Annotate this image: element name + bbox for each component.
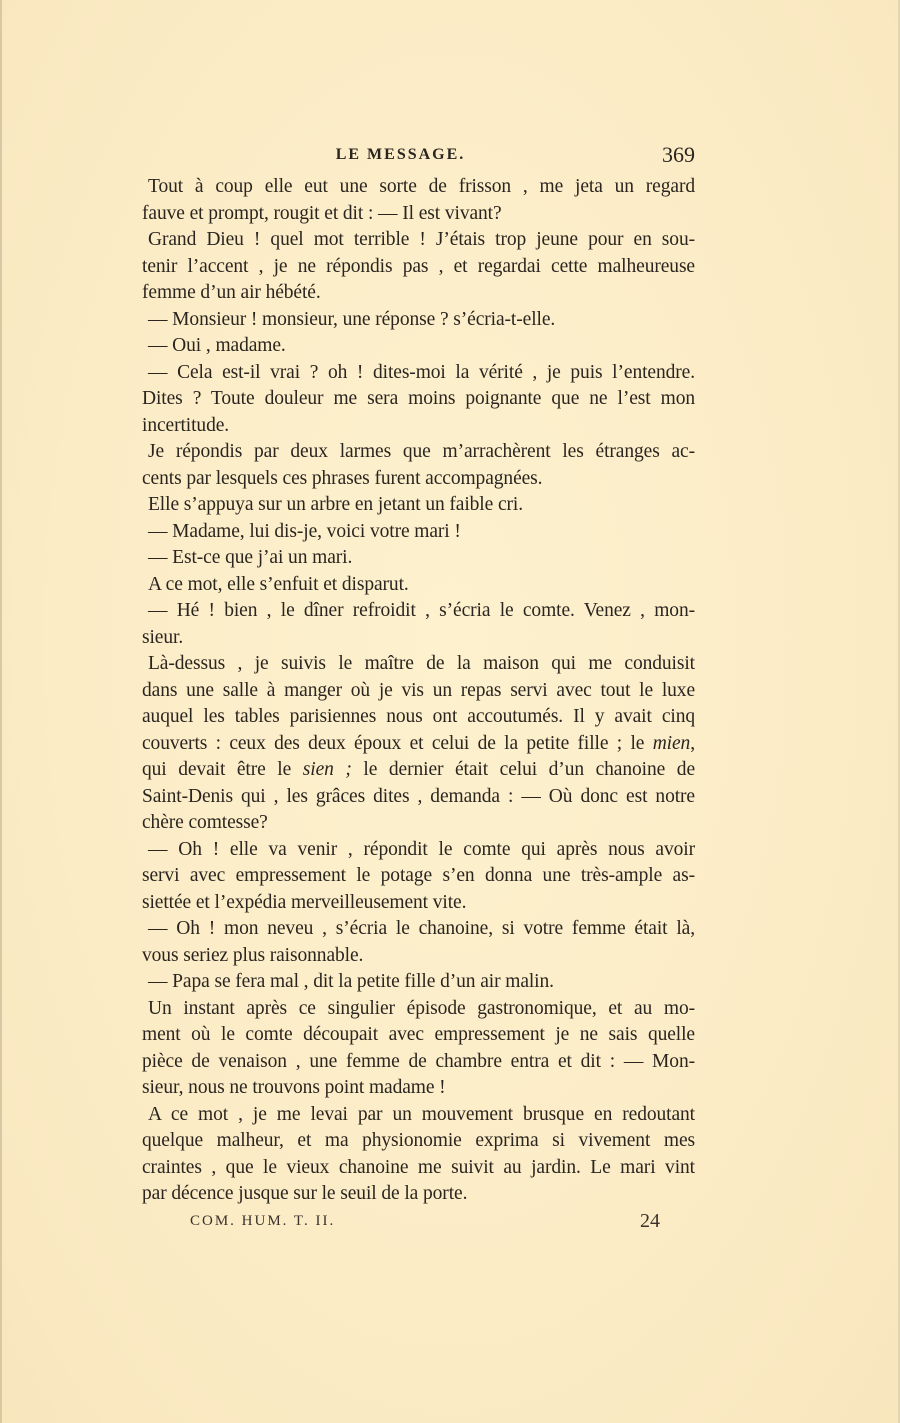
text-line: Je répondis par deux larmes que m’arrachèrent les étranges ac- (148, 441, 695, 462)
text-line: par décence jusque sur le seuil de la porte. (142, 1183, 468, 1204)
text-line: — Oh ! elle va venir , répondit le comte qui après nous avoir (148, 838, 695, 860)
text-line: — Madame, lui dis-je, voici votre mari ! (148, 520, 461, 542)
text-line: sieur, nous ne trouvons point madame ! (142, 1077, 446, 1098)
text-line: — Cela est-il vrai ? oh ! dites-moi la vérité , je puis l’entendre. (148, 361, 695, 383)
text-line (142, 731, 695, 758)
running-title: LE MESSAGE. (335, 146, 466, 163)
page-footer (190, 1210, 660, 1239)
text-segment: , (690, 732, 695, 754)
text-line: Elle s’appuya sur un arbre en jetant un faible cri. (148, 494, 523, 515)
text-line: auquel les tables parisiennes nous ont accoutumés. Il y avait cinq (142, 706, 695, 727)
text-line: craintes , que le vieux chanoine me suivit au jardin. Le mari vint (142, 1156, 695, 1178)
page-edge-left (0, 0, 2, 1423)
text-line: incertitude. (142, 414, 230, 436)
text-line: siettée et l’expédia merveilleusement vite. (142, 891, 467, 913)
text-line: tenir l’accent , je ne répondis pas , et regardai cette malheureuse (142, 255, 695, 277)
text-line: — Papa se fera mal , dit la petite fille d’un air malin. (148, 971, 554, 992)
text-line: vous seriez plus raisonnable. (142, 944, 364, 966)
text-line: Tout à coup elle eut une sorte de frisson , me jeta un regard (148, 176, 695, 197)
text-line: — Est-ce que j’ai un mari. (148, 547, 353, 568)
text-line: — Hé ! bien , le dîner refroidit , s’écria le comte. Venez , mon- (148, 600, 695, 621)
running-head (146, 140, 695, 174)
text-line: Là-dessus , je suivis le maître de la maison qui me conduisit (148, 653, 695, 674)
text-line: A ce mot, elle s’enfuit et disparut. (148, 573, 409, 595)
text-line: Grand Dieu ! quel mot terrible ! J’étais trop jeune pour en sou- (148, 229, 695, 250)
text-line: chère comtesse? (142, 812, 268, 833)
sheet-number: 24 (640, 1210, 660, 1232)
text-line: servi avec empressement le potage s’en donna une très-ample as- (142, 865, 695, 886)
text-line: A ce mot , je me levai par un mouvement brusque en redoutant (148, 1103, 695, 1125)
text-line: — Oui , madame. (148, 335, 286, 356)
text-segment: le dernier était celui d’un chanoine de (351, 759, 695, 780)
body-text (142, 174, 695, 1208)
text-line: — Monsieur ! monsieur, une réponse ? s’écria-t-elle. (148, 308, 556, 330)
text-line: fauve et prompt, rougit et dit : — Il est vivant? (142, 202, 502, 224)
italic-word: mien (652, 732, 691, 754)
text-segment: couverts : ceux des deux époux et celui de la petite fille ; le (142, 732, 653, 754)
text-line: cents par lesquels ces phrases furent accompagnées. (142, 467, 543, 489)
text-line: sieur. (142, 626, 184, 648)
text-line: quelque malheur, et ma physionomie exprima si vivement mes (142, 1130, 695, 1151)
page-number: 369 (662, 142, 695, 167)
text-line: Saint-Denis qui , les grâces dites , demanda : — Où donc est notre (142, 785, 695, 807)
text-line: Dites ? Toute douleur me sera moins poignante que ne l’est mon (142, 388, 695, 409)
text-line (142, 757, 695, 784)
italic-word: sien ; (302, 759, 352, 780)
text-line: pièce de venaison , une femme de chambre entra et dit : — Mon- (142, 1050, 695, 1072)
text-segment: qui devait être le (142, 759, 303, 780)
printer-signature: COM. HUM. T. II. (190, 1213, 336, 1229)
text-line: — Oh ! mon neveu , s’écria le chanoine, si votre femme était là, (148, 918, 695, 939)
text-line: dans une salle à manger où je vis un repas servi avec tout le luxe (142, 679, 695, 701)
text-line: femme d’un air hébété. (142, 282, 321, 303)
text-line: Un instant après ce singulier épisode gastronomique, et au mo- (148, 997, 695, 1019)
text-line: ment où le comte découpait avec empressement je ne sais quelle (142, 1024, 695, 1045)
book-page (142, 140, 695, 1208)
